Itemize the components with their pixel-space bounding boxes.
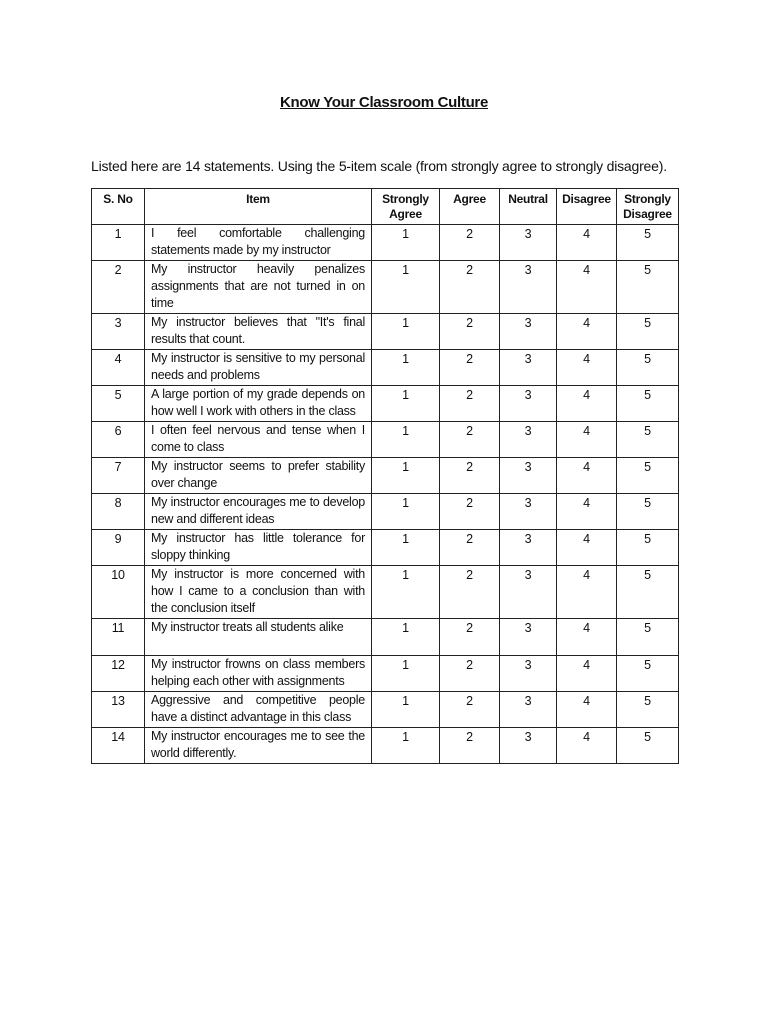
scale-neutral: 3 xyxy=(500,530,557,566)
scale-strongly-disagree: 5 xyxy=(617,656,679,692)
scale-strongly-agree: 1 xyxy=(372,422,440,458)
row-number: 10 xyxy=(92,566,145,619)
row-statement: My instructor encourages me to develop new and different ideas xyxy=(145,494,372,530)
scale-agree: 2 xyxy=(440,494,500,530)
scale-disagree: 4 xyxy=(557,656,617,692)
row-number: 14 xyxy=(92,728,145,764)
table-row xyxy=(92,692,679,728)
header-disagree: Disagree xyxy=(557,189,617,225)
scale-strongly-agree: 1 xyxy=(372,350,440,386)
row-number: 3 xyxy=(92,314,145,350)
row-statement: A large portion of my grade depends on how well I work with others in the class xyxy=(145,386,372,422)
table-row xyxy=(92,728,679,764)
scale-neutral: 3 xyxy=(500,225,557,261)
row-number: 2 xyxy=(92,261,145,314)
scale-strongly-disagree: 5 xyxy=(617,386,679,422)
header-item: Item xyxy=(145,189,372,225)
row-number: 4 xyxy=(92,350,145,386)
scale-agree: 2 xyxy=(440,350,500,386)
row-statement: My instructor seems to prefer stability over change xyxy=(145,458,372,494)
row-statement: My instructor is more concerned with how I came to a conclusion than with the conclusion itself xyxy=(145,566,372,619)
row-statement: My instructor treats all students alike xyxy=(145,619,372,656)
table-row xyxy=(92,494,679,530)
header-strongly-disagree: Strongly Disagree xyxy=(617,189,679,225)
scale-agree: 2 xyxy=(440,225,500,261)
scale-strongly-agree: 1 xyxy=(372,494,440,530)
scale-strongly-agree: 1 xyxy=(372,728,440,764)
scale-agree: 2 xyxy=(440,261,500,314)
row-number: 1 xyxy=(92,225,145,261)
scale-strongly-disagree: 5 xyxy=(617,728,679,764)
row-number: 8 xyxy=(92,494,145,530)
scale-disagree: 4 xyxy=(557,728,617,764)
header-neutral: Neutral xyxy=(500,189,557,225)
scale-disagree: 4 xyxy=(557,494,617,530)
table-row xyxy=(92,656,679,692)
scale-neutral: 3 xyxy=(500,692,557,728)
scale-disagree: 4 xyxy=(557,350,617,386)
row-number: 5 xyxy=(92,386,145,422)
scale-strongly-agree: 1 xyxy=(372,458,440,494)
scale-neutral: 3 xyxy=(500,386,557,422)
scale-strongly-agree: 1 xyxy=(372,692,440,728)
scale-disagree: 4 xyxy=(557,619,617,656)
scale-neutral: 3 xyxy=(500,314,557,350)
scale-strongly-agree: 1 xyxy=(372,225,440,261)
scale-strongly-agree: 1 xyxy=(372,656,440,692)
scale-strongly-disagree: 5 xyxy=(617,494,679,530)
scale-agree: 2 xyxy=(440,619,500,656)
row-statement: My instructor is sensitive to my personal needs and problems xyxy=(145,350,372,386)
row-statement: Aggressive and competitive people have a distinct advantage in this class xyxy=(145,692,372,728)
scale-disagree: 4 xyxy=(557,314,617,350)
scale-disagree: 4 xyxy=(557,422,617,458)
scale-agree: 2 xyxy=(440,728,500,764)
page-title: Know Your Classroom Culture xyxy=(279,94,489,111)
table-header-row xyxy=(92,189,679,225)
row-statement: My instructor frowns on class members helping each other with assignments xyxy=(145,656,372,692)
row-statement: My instructor encourages me to see the world differently. xyxy=(145,728,372,764)
table-row xyxy=(92,261,679,314)
row-number: 9 xyxy=(92,530,145,566)
scale-agree: 2 xyxy=(440,692,500,728)
row-number: 12 xyxy=(92,656,145,692)
scale-strongly-disagree: 5 xyxy=(617,619,679,656)
row-statement: My instructor has little tolerance for sloppy thinking xyxy=(145,530,372,566)
scale-agree: 2 xyxy=(440,530,500,566)
scale-disagree: 4 xyxy=(557,225,617,261)
table-row xyxy=(92,619,679,656)
scale-agree: 2 xyxy=(440,656,500,692)
scale-agree: 2 xyxy=(440,566,500,619)
table-row xyxy=(92,386,679,422)
table-row xyxy=(92,566,679,619)
row-statement: I often feel nervous and tense when I come to class xyxy=(145,422,372,458)
table-row xyxy=(92,530,679,566)
table-row xyxy=(92,458,679,494)
scale-strongly-agree: 1 xyxy=(372,566,440,619)
scale-agree: 2 xyxy=(440,314,500,350)
scale-strongly-disagree: 5 xyxy=(617,422,679,458)
scale-disagree: 4 xyxy=(557,566,617,619)
scale-strongly-agree: 1 xyxy=(372,314,440,350)
scale-neutral: 3 xyxy=(500,422,557,458)
table-row xyxy=(92,350,679,386)
header-agree: Agree xyxy=(440,189,500,225)
scale-strongly-agree: 1 xyxy=(372,261,440,314)
row-statement: My instructor heavily penalizes assignments that are not turned in on time xyxy=(145,261,372,314)
scale-strongly-disagree: 5 xyxy=(617,530,679,566)
scale-strongly-disagree: 5 xyxy=(617,314,679,350)
table-row xyxy=(92,314,679,350)
scale-agree: 2 xyxy=(440,422,500,458)
scale-disagree: 4 xyxy=(557,692,617,728)
scale-strongly-agree: 1 xyxy=(372,386,440,422)
header-strongly-agree: Strongly Agree xyxy=(372,189,440,225)
table-row xyxy=(92,225,679,261)
scale-strongly-disagree: 5 xyxy=(617,692,679,728)
scale-agree: 2 xyxy=(440,458,500,494)
scale-strongly-disagree: 5 xyxy=(617,225,679,261)
scale-neutral: 3 xyxy=(500,350,557,386)
scale-neutral: 3 xyxy=(500,494,557,530)
scale-neutral: 3 xyxy=(500,656,557,692)
scale-strongly-disagree: 5 xyxy=(617,261,679,314)
scale-neutral: 3 xyxy=(500,566,557,619)
row-number: 11 xyxy=(92,619,145,656)
scale-strongly-disagree: 5 xyxy=(617,566,679,619)
survey-table xyxy=(91,188,679,764)
scale-strongly-agree: 1 xyxy=(372,619,440,656)
row-number: 7 xyxy=(92,458,145,494)
scale-disagree: 4 xyxy=(557,530,617,566)
row-number: 6 xyxy=(92,422,145,458)
scale-disagree: 4 xyxy=(557,261,617,314)
scale-neutral: 3 xyxy=(500,619,557,656)
scale-strongly-agree: 1 xyxy=(372,530,440,566)
intro-text: Listed here are 14 statements. Using the 5-item scale (from strongly agree to strongly disagree). xyxy=(91,158,667,174)
row-statement: I feel comfortable challenging statements made by my instructor xyxy=(145,225,372,261)
scale-strongly-disagree: 5 xyxy=(617,458,679,494)
row-statement: My instructor believes that "It's final results that count. xyxy=(145,314,372,350)
table-row xyxy=(92,422,679,458)
header-sno: S. No xyxy=(92,189,145,225)
scale-disagree: 4 xyxy=(557,458,617,494)
scale-strongly-disagree: 5 xyxy=(617,350,679,386)
scale-neutral: 3 xyxy=(500,261,557,314)
scale-disagree: 4 xyxy=(557,386,617,422)
row-number: 13 xyxy=(92,692,145,728)
scale-neutral: 3 xyxy=(500,728,557,764)
scale-neutral: 3 xyxy=(500,458,557,494)
scale-agree: 2 xyxy=(440,386,500,422)
